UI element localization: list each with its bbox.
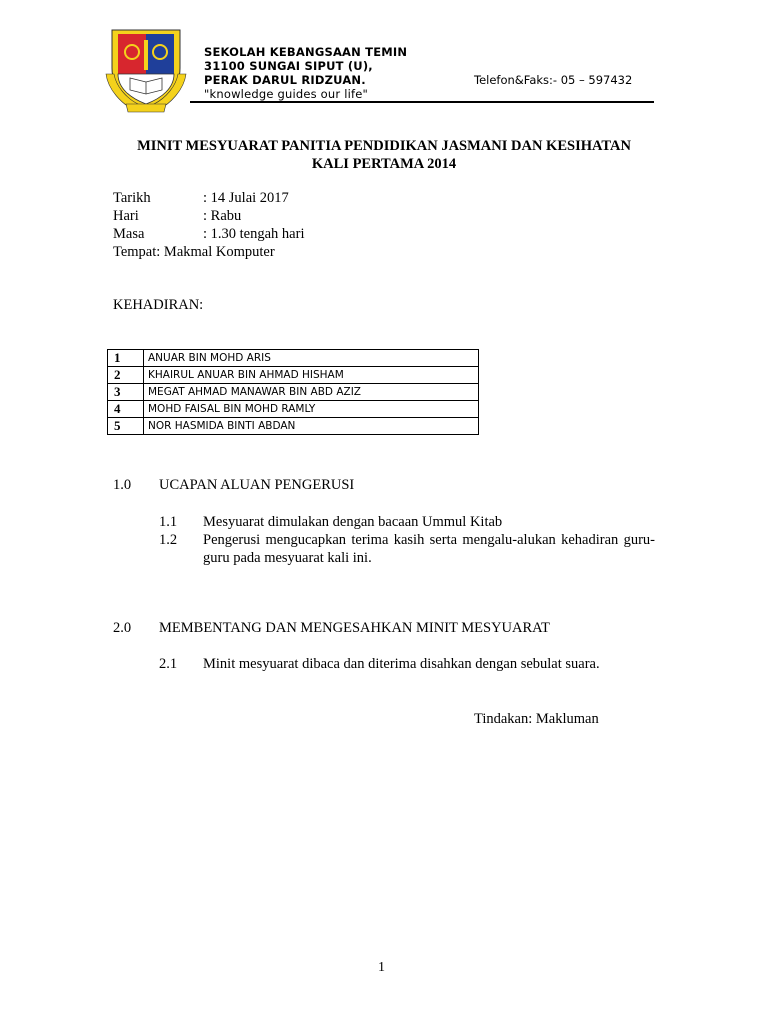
document-title-line-1: MINIT MESYUARAT PANITIA PENDIDIKAN JASMANI DAN KESIHATAN	[137, 138, 631, 154]
section-title: MEMBENTANG DAN MENGESAHKAN MINIT MESYUARAT	[159, 620, 550, 636]
page-number: 1	[378, 960, 385, 975]
school-crest-logo	[104, 24, 188, 114]
school-name: SEKOLAH KEBANGSAAN TEMIN	[204, 45, 408, 59]
item-number: 2.1	[159, 656, 178, 672]
school-motto: "knowledge guides our life"	[204, 87, 368, 101]
phone-fax: Telefon&Faks:- 05 – 597432	[474, 73, 633, 87]
table-row	[108, 350, 479, 367]
attendee-name: NOR HASMIDA BINTI ABDAN	[144, 418, 479, 435]
school-address-block	[204, 45, 407, 101]
row-number: 5	[108, 418, 144, 435]
action-note: Tindakan: Makluman	[474, 711, 599, 727]
attendee-name: MEGAT AHMAD MANAWAR BIN ABD AZIZ	[144, 384, 479, 401]
meta-time-label: Masa	[113, 226, 145, 242]
section-number: 1.0	[113, 477, 132, 493]
item-number: 1.1	[159, 514, 178, 530]
section-title: UCAPAN ALUAN PENGERUSI	[159, 477, 355, 493]
item-text: Pengerusi mengucapkan terima kasih serta mengalu-alukan kehadiran guru-guru pada mesyuarat kali ini.	[203, 532, 655, 566]
meta-venue: Tempat: Makmal Komputer	[113, 244, 275, 260]
meta-date-value: : 14 Julai 2017	[203, 190, 289, 206]
meta-day	[113, 207, 241, 225]
item-text: Minit mesyuarat dibaca dan diterima disahkan dengan sebulat suara.	[203, 656, 600, 672]
meta-time	[113, 225, 304, 243]
table-row	[108, 401, 479, 418]
table-row	[108, 384, 479, 401]
meta-day-label: Hari	[113, 208, 139, 224]
item-1-1	[159, 513, 655, 531]
attendee-name: MOHD FAISAL BIN MOHD RAMLY	[144, 401, 479, 418]
attendee-name: KHAIRUL ANUAR BIN AHMAD HISHAM	[144, 367, 479, 384]
meta-day-value: : Rabu	[203, 208, 242, 224]
document-title-line-2: KALI PERTAMA 2014	[311, 156, 457, 172]
item-2-1	[159, 655, 655, 673]
table-row	[108, 418, 479, 435]
item-number: 1.2	[159, 532, 178, 548]
row-number: 3	[108, 384, 144, 401]
item-1-2	[159, 531, 655, 567]
section-1-heading	[113, 477, 673, 497]
address-line-2: PERAK DARUL RIDZUAN.	[204, 73, 366, 87]
attendance-heading: KEHADIRAN:	[113, 297, 204, 313]
table-row	[108, 367, 479, 384]
attendee-name: ANUAR BIN MOHD ARIS	[144, 350, 479, 367]
row-number: 2	[108, 367, 144, 384]
section-2-heading	[113, 620, 673, 640]
meta-time-value: : 1.30 tengah hari	[203, 226, 305, 242]
row-number: 4	[108, 401, 144, 418]
section-number: 2.0	[113, 620, 132, 636]
header-divider	[190, 101, 654, 103]
row-number: 1	[108, 350, 144, 367]
item-text: Mesyuarat dimulakan dengan bacaan Ummul Kitab	[203, 514, 503, 530]
attendance-table	[107, 349, 479, 435]
meta-date-label: Tarikh	[113, 190, 151, 206]
meta-date	[113, 189, 289, 207]
address-line-1: 31100 SUNGAI SIPUT (U),	[204, 59, 373, 73]
